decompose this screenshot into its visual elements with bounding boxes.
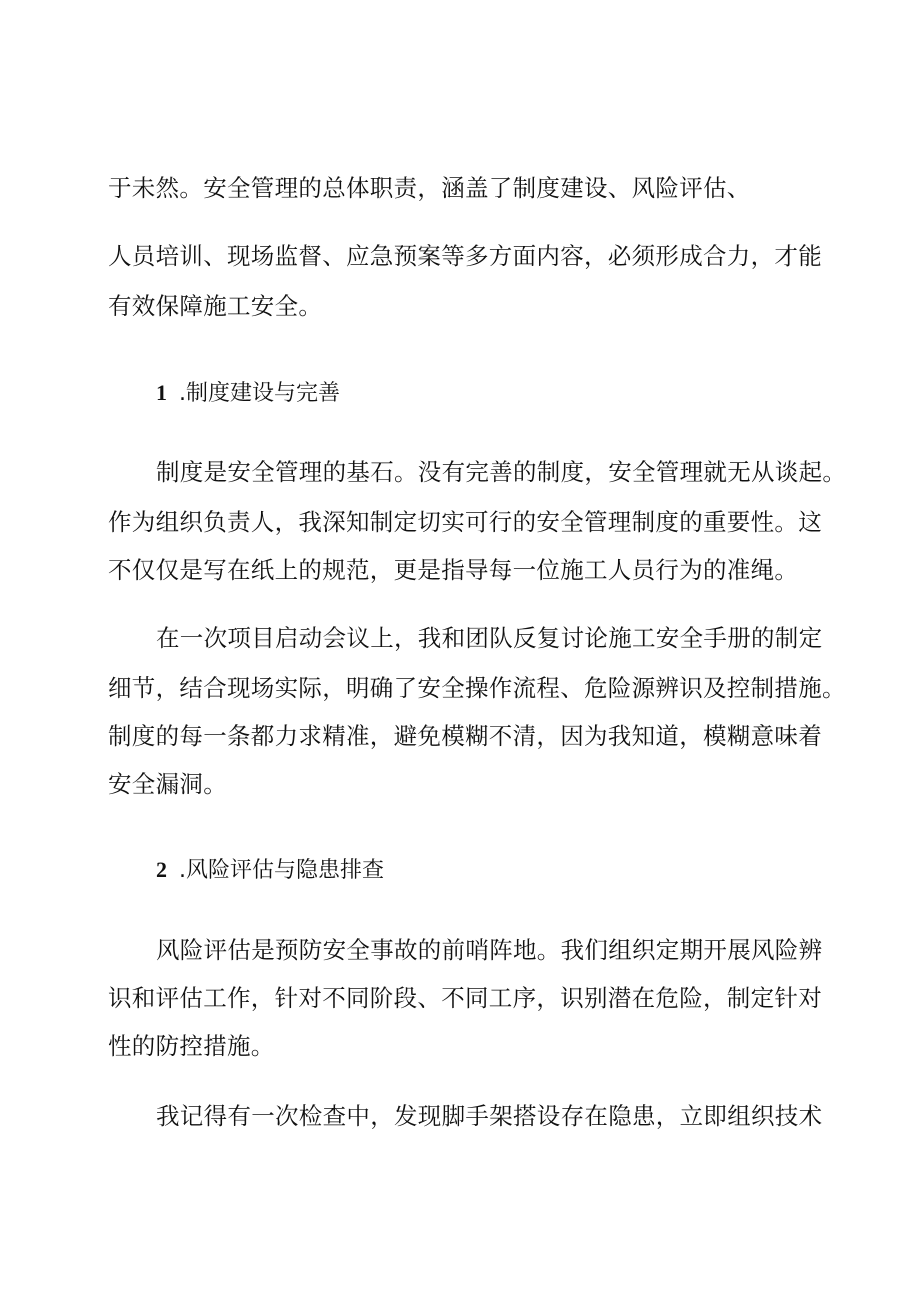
- paragraph-line: 安全漏洞。: [108, 770, 227, 798]
- paragraph-line: 识和评估工作，针对不同阶段、不同工序，识别潜在危险，制定针对: [108, 984, 822, 1012]
- section-heading-1: [156, 378, 340, 409]
- paragraph-line: 制度的每一条都力求精准，避免模糊不清，因为我知道，模糊意味着: [108, 722, 822, 750]
- paragraph-line: 制度是安全管理的基石。没有完善的制度，安全管理就无从谈起。: [156, 458, 847, 486]
- paragraph-line: 人员培训、现场监督、应急预案等多方面内容，必须形成合力，才能: [108, 242, 822, 270]
- section-title: .风险评估与隐患排查: [179, 858, 384, 883]
- paragraph-line: 我记得有一次检查中，发现脚手架搭设存在隐患，立即组织技术: [156, 1102, 823, 1130]
- paragraph-line: 细节，结合现场实际，明确了安全操作流程、危险源辨识及控制措施。: [108, 674, 846, 702]
- section-number: 2: [156, 857, 167, 882]
- paragraph-line: 风险评估是预防安全事故的前哨阵地。我们组织定期开展风险辨: [156, 936, 823, 964]
- section-number: 1: [156, 380, 167, 405]
- paragraph-line: 性的防控措施。: [108, 1032, 275, 1060]
- paragraph-line: 作为组织负责人，我深知制定切实可行的安全管理制度的重要性。这: [108, 508, 822, 536]
- section-title: .制度建设与完善: [179, 381, 340, 406]
- paragraph-line: 于未然。安全管理的总体职责，涵盖了制度建设、风险评估、: [108, 174, 751, 202]
- paragraph-line: 在一次项目启动会议上，我和团队反复讨论施工安全手册的制定: [156, 624, 823, 652]
- section-heading-2: [156, 855, 384, 886]
- paragraph-line: 有效保障施工安全。: [108, 292, 323, 320]
- paragraph-line: 不仅仅是写在纸上的规范，更是指导每一位施工人员行为的准绳。: [108, 556, 799, 584]
